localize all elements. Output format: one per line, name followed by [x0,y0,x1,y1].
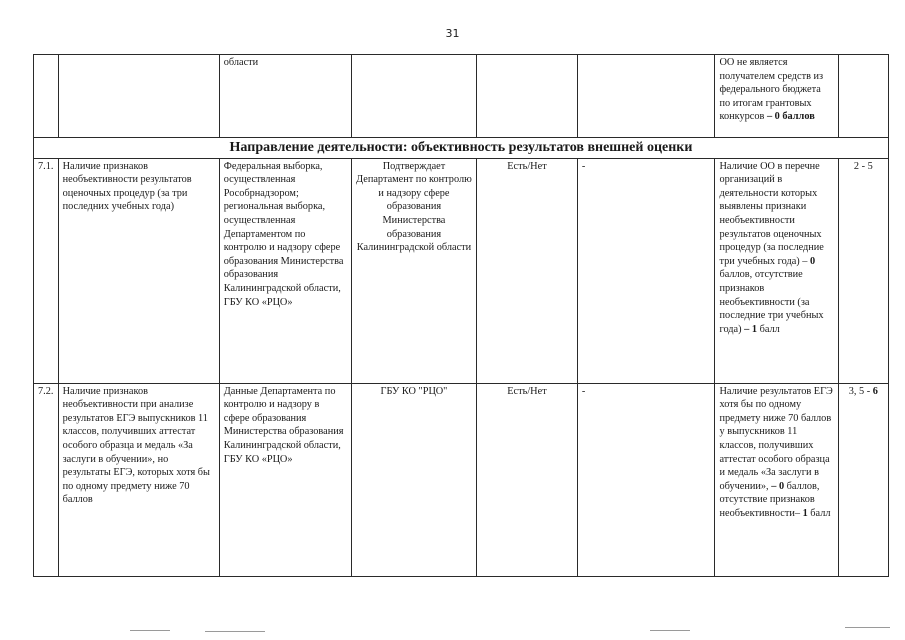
criterion-cell [715,158,838,383]
note-text: - [577,383,715,576]
criterion-b-score: 1 [802,507,808,519]
criterion-b-tail: балл [759,323,780,335]
confirm-text: Подтверждает Департамент по контролю и надзору сфере образования Министерства образования Калининградской области [351,158,476,383]
format-text: Есть/Нет [477,383,578,576]
score-text [838,383,888,576]
criterion-a-score: 0 [810,255,816,267]
criterion-b: отсутствие признаков необъективности– [719,494,815,519]
cell-format [477,55,578,138]
source-text: Федеральная выборка, осуществленная Рособрнадзором; региональная выборка, осуществленная Департаментом по контролю и надзору сфере образования Министерства образования Калининградской области, ГБУ КО «РЦО» [219,158,351,383]
row-number: 7.1. [34,158,59,383]
scan-mark [650,630,690,631]
section-header: Направление деятельности: объективность результатов внешней оценки [34,138,889,159]
source-text: Данные Департамента по контролю и надзору в сфере образования Министерства образования Калининградской области, ГБУ КО «РЦО» [219,383,351,576]
note-text: - [577,158,715,383]
score-text: 2 - 5 [838,158,888,383]
section-header-row [34,138,889,159]
criterion-a-tail: баллов, [786,480,820,492]
cell-note [577,55,715,138]
criterion-b-score: – 1 [744,323,757,335]
cell-indicator [58,55,219,138]
criterion-a: Наличие ОО в перечне организаций в деятельности которых выявлены признаки необъективности результатов оценочных процедур (за последние три учебных года) – [719,160,824,267]
confirm-text: ГБУ КО "РЦО" [351,383,476,576]
row-number: 7.2. [34,383,59,576]
cell-criterion [715,55,838,138]
cell-source [219,55,351,138]
table-row [34,158,889,383]
criterion-a-tail: баллов, [719,269,753,281]
criterion-score: – 0 баллов [766,111,815,123]
score-bold-part: 6 [872,385,878,397]
criteria-table [33,54,889,577]
cell-score [838,55,888,138]
indicator-text: Наличие признаков необъективности при анализе результатов ЕГЭ выпускников 11 классов, получивших аттестат особого образца и медаль «За заслуги в обучении», но результаты ЕГЭ, которых хотя бы по одному предмету ниже 70 баллов [58,383,219,576]
scan-mark [130,630,170,631]
table-row-continued [34,55,889,138]
criterion-text: ОО не является получателем средств из федерального бюджета по итогам грантовых конкурсов [719,57,824,123]
criterion-a-score: – 0 [771,480,785,492]
criterion-cell [715,383,838,576]
criterion-b: отсутствие признаков необъективности (за последние три учебных года) [719,269,824,335]
indicator-text: Наличие признаков необъективности результатов оценочных процедур (за три последних учебных года) [58,158,219,383]
page-number: 31 [445,27,460,40]
source-text: области [223,57,259,68]
criterion-b-tail: балл [810,507,831,519]
criterion-a: Наличие результатов ЕГЭ хотя бы по одному предмету ниже 70 баллов у выпускников 11 классов, получивших аттестат особого образца и медаль «За заслуги в обучении», [719,385,833,492]
scan-mark [845,627,890,628]
scan-mark [205,631,265,632]
cell-confirm [351,55,476,138]
cell-num [34,55,59,138]
format-text: Есть/Нет [477,158,578,383]
table-row [34,383,889,576]
score-value: 3, 5 - 6 [848,385,878,397]
